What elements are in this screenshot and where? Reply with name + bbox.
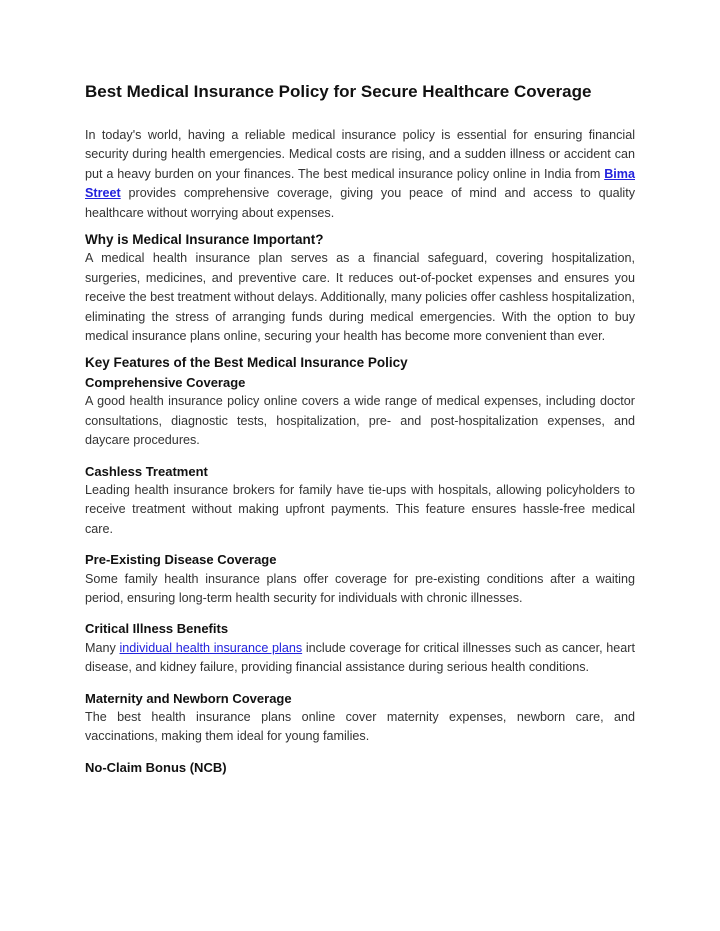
- section-heading-why-important: Why is Medical Insurance Important?: [85, 232, 324, 248]
- page-title: Best Medical Insurance Policy for Secure Healthcare Coverage: [85, 82, 592, 101]
- why-important-paragraph: A medical health insurance plan serves as a financial safeguard, covering hospitalization, surgeries, medicines, and preventive care. It reduces out-of-pocket expenses and ensures you receive the best treatment without delays. Additionally, many policies offer cashless hospitalization, eliminating the stress of arranging funds during medical emergencies. With the option to buy medical insurance plans online, securing your health has become more convenient than ever.: [85, 251, 635, 344]
- individual-health-insurance-plans-link[interactable]: individual health insurance plans: [119, 640, 303, 655]
- feature-paragraph-cashless-treatment: Leading health insurance brokers for family have tie-ups with hospitals, allowing policyholders to receive treatment without making upfront payments. This feature ensures hassle-free medical care.: [85, 482, 635, 536]
- feature-no-claim-bonus: [85, 758, 635, 777]
- section-heading-key-features: Key Features of the Best Medical Insurance Policy: [85, 355, 408, 371]
- feature-paragraph-maternity-newborn-coverage: The best health insurance plans online cover maternity expenses, newborn care, and vaccinations, making them ideal for young families.: [85, 709, 635, 744]
- section-why-important: [85, 230, 635, 346]
- intro-text-before-link: In today's world, having a reliable medical insurance policy is essential for ensuring financial security during health emergencies. Medical costs are rising, and a sudden illness or accident can put a heavy burden on your finances. The best medical insurance policy online in India from: [85, 128, 635, 181]
- feature-paragraph-critical-illness-benefits: [85, 639, 635, 678]
- feature-heading-cashless-treatment: Cashless Treatment: [85, 463, 208, 479]
- feature-comprehensive-coverage: [85, 373, 635, 451]
- feature-cashless-treatment: [85, 462, 635, 540]
- feature-heading-critical-illness-benefits: Critical Illness Benefits: [85, 621, 229, 637]
- critical-illness-text-before-link: Many: [85, 640, 120, 655]
- intro-paragraph: [85, 126, 635, 223]
- feature-heading-no-claim-bonus: No-Claim Bonus (NCB): [85, 759, 227, 775]
- bima-street-link[interactable]: Bima Street: [85, 166, 635, 201]
- feature-heading-maternity-newborn-coverage: Maternity and Newborn Coverage: [85, 690, 292, 706]
- critical-illness-text-after-link: include coverage for critical illnesses such as cancer, heart disease, and kidney failure, providing financial assistance during serious health conditions.: [85, 640, 635, 675]
- feature-critical-illness-benefits: [85, 619, 635, 677]
- feature-pre-existing-disease-coverage: [85, 550, 635, 608]
- feature-heading-comprehensive-coverage: Comprehensive Coverage: [85, 374, 246, 390]
- feature-maternity-newborn-coverage: [85, 689, 635, 747]
- intro-text-after-link: provides comprehensive coverage, giving you peace of mind and access to quality healthcare without worrying about expenses.: [85, 186, 635, 220]
- feature-paragraph-comprehensive-coverage: A good health insurance policy online covers a wide range of medical expenses, including doctor consultations, diagnostic tests, hospitalization, pre- and post-hospitalization expenses, and daycare procedures.: [85, 394, 635, 448]
- feature-heading-pre-existing-disease-coverage: Pre-Existing Disease Coverage: [85, 552, 277, 568]
- section-key-features: [85, 353, 635, 450]
- feature-paragraph-pre-existing-disease-coverage: Some family health insurance plans offer coverage for pre-existing conditions after a waiting period, ensuring long-term health security for individuals with chronic illnesses.: [85, 571, 635, 605]
